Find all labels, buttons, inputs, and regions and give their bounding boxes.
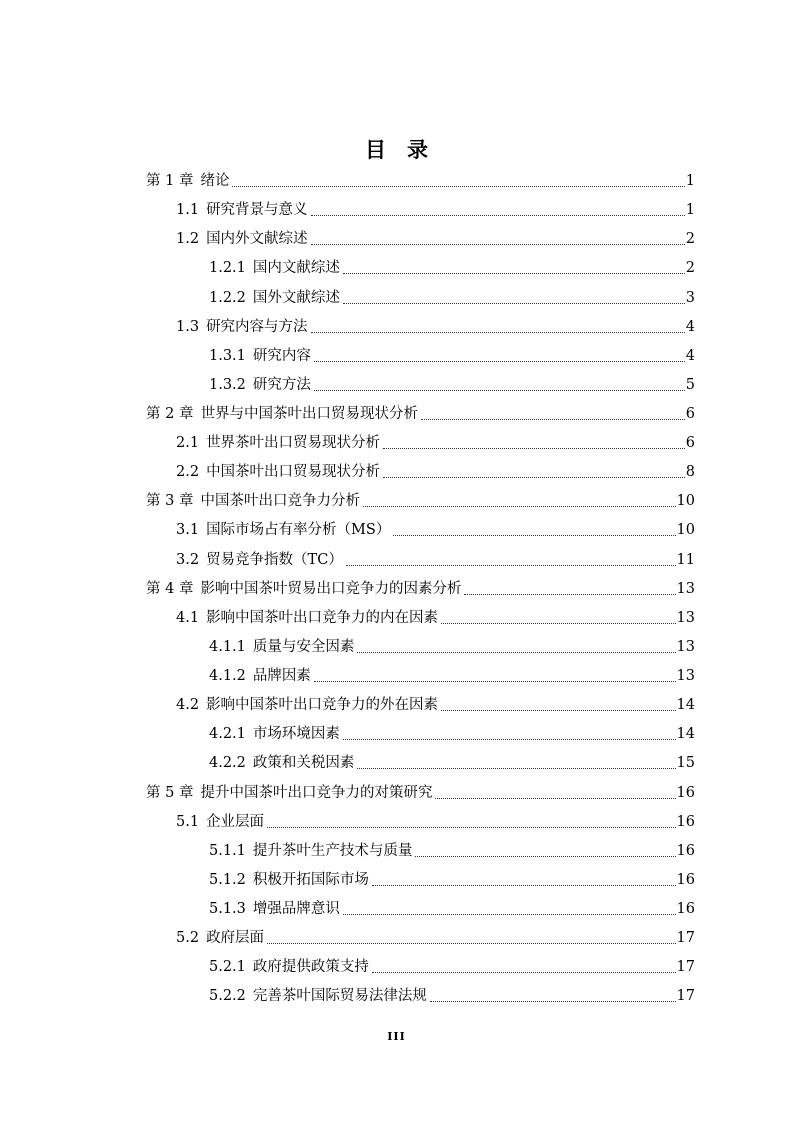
dot-leader (357, 638, 675, 653)
dot-leader (343, 900, 676, 915)
toc-entry-page: 8 (685, 464, 695, 481)
dot-leader (430, 987, 676, 1002)
toc-entry[interactable] (209, 985, 695, 1007)
toc-entry-label: 完善茶叶国际贸易法律法规 (252, 988, 427, 1005)
toc-entry-label: 研究方法 (252, 376, 311, 393)
toc-entry[interactable] (209, 287, 695, 309)
page-number: III (387, 1030, 406, 1043)
dot-leader (372, 871, 676, 886)
toc-entry-number: 第 3 章 (146, 493, 194, 510)
toc-entry[interactable] (176, 927, 695, 949)
toc-entry-label: 世界与中国茶叶出口贸易现状分析 (200, 406, 418, 422)
toc-entry-page: 14 (676, 697, 695, 714)
toc-entry-label: 影响中国茶叶出口竞争力的外在因素 (206, 697, 439, 714)
toc-entry[interactable] (146, 403, 695, 425)
toc-entry-number: 第 4 章 (146, 580, 194, 597)
toc-entry-number: 1.2.1 (209, 260, 246, 277)
dot-leader (464, 580, 675, 595)
dot-leader (314, 347, 685, 362)
toc-entry-label: 研究内容与方法 (206, 318, 308, 335)
toc-entry-label: 提升茶叶生产技术与质量 (252, 842, 413, 859)
toc-entry-page: 17 (676, 988, 695, 1005)
toc-entry-page: 1 (685, 173, 695, 189)
dot-leader (363, 492, 676, 507)
dot-leader (357, 754, 675, 769)
toc-entry-label: 国外文献综述 (252, 289, 340, 306)
dot-leader (311, 201, 685, 216)
toc-entry[interactable] (209, 636, 695, 658)
dot-leader (383, 463, 685, 478)
toc-entry-page: 5 (685, 376, 695, 393)
toc-entry-page: 15 (676, 755, 695, 772)
toc-entry-number: 4.2.1 (209, 726, 246, 743)
toc-entry-label: 世界茶叶出口贸易现状分析 (206, 435, 381, 452)
toc-entry-page: 16 (676, 813, 695, 830)
toc-entry-page: 16 (676, 842, 695, 859)
toc-entry-label: 企业层面 (206, 813, 265, 830)
toc-entry-page: 16 (676, 871, 695, 888)
toc-entry-page: 6 (685, 406, 695, 422)
dot-leader (343, 289, 685, 304)
toc-entry[interactable] (209, 869, 695, 891)
toc-entry-page: 10 (676, 493, 695, 510)
toc-entry[interactable] (176, 316, 695, 338)
toc-entry[interactable] (209, 898, 695, 920)
toc-entry-label: 国内外文献综述 (206, 231, 308, 248)
toc-entry-number: 1.3.1 (209, 347, 246, 364)
toc-entry-label: 积极开拓国际市场 (252, 871, 369, 888)
dot-leader (441, 609, 675, 624)
toc-entry-number: 4.2.2 (209, 755, 246, 772)
toc-entry[interactable] (176, 549, 695, 571)
toc-entry-number: 5.2.2 (209, 988, 246, 1005)
dot-leader (232, 172, 684, 187)
toc-entry-page: 13 (676, 668, 695, 684)
toc-entry[interactable] (209, 257, 695, 279)
toc-entry[interactable] (209, 665, 695, 687)
toc-entry-number: 1.1 (176, 202, 200, 219)
dot-leader (267, 813, 675, 828)
toc-entry-label: 中国茶叶出口竞争力分析 (200, 493, 360, 510)
dot-leader (314, 667, 676, 682)
toc-entry[interactable] (176, 461, 695, 483)
toc-entry-number: 5.1 (176, 813, 200, 830)
toc-entry[interactable] (146, 490, 695, 512)
toc-entry-page: 16 (676, 901, 695, 917)
toc-entry-label: 品牌因素 (252, 668, 311, 684)
toc-entry-number: 2.1 (176, 435, 200, 452)
toc-entry-number: 1.2.2 (209, 289, 246, 306)
toc-entry-number: 第 1 章 (146, 173, 194, 189)
toc-entry[interactable] (176, 432, 695, 454)
toc-entry-page: 6 (685, 435, 695, 452)
toc-entry-label: 贸易竞争指数（TC） (206, 551, 343, 568)
toc-entry-page: 4 (685, 347, 695, 364)
toc-entry[interactable] (176, 228, 695, 250)
dot-leader (343, 259, 685, 274)
toc-entry[interactable] (209, 374, 695, 396)
toc-entry-page: 16 (676, 784, 695, 801)
dot-leader (311, 230, 685, 245)
dot-leader (441, 696, 675, 711)
toc-entry[interactable] (176, 694, 695, 716)
toc-entry[interactable] (176, 811, 695, 833)
dot-leader (343, 725, 676, 740)
toc-entry-page: 3 (685, 289, 695, 306)
toc-entry-page: 1 (685, 202, 695, 219)
toc-entry-number: 3.1 (176, 522, 200, 539)
toc-entry-page: 11 (676, 551, 695, 568)
toc-entry-number: 1.3 (176, 318, 200, 335)
toc-entry[interactable] (176, 607, 695, 629)
toc-entry-label: 增强品牌意识 (252, 901, 340, 917)
toc-entry-page: 13 (676, 638, 695, 655)
toc-entry[interactable] (209, 956, 695, 978)
toc-entry[interactable] (209, 723, 695, 745)
toc-entry-number: 1.2 (176, 231, 200, 248)
toc-entry-page: 14 (676, 726, 695, 743)
toc-entry-page: 17 (676, 959, 695, 976)
toc-entry-page: 13 (676, 580, 695, 597)
dot-leader (383, 434, 685, 449)
toc-entry-number: 5.1.3 (209, 901, 246, 917)
toc-entry-label: 中国茶叶出口贸易现状分析 (206, 464, 381, 481)
toc-entry-label: 国内文献综述 (252, 260, 340, 277)
toc-entry[interactable] (176, 199, 695, 221)
toc-entry-number: 第 5 章 (146, 784, 194, 801)
toc-entry-number: 5.1.2 (209, 871, 246, 888)
toc-entry-number: 3.2 (176, 551, 200, 568)
toc-entry[interactable] (176, 519, 695, 541)
toc-entry-page: 17 (676, 930, 695, 947)
toc-entry-page: 10 (676, 522, 695, 539)
toc-entry-label: 市场环境因素 (252, 726, 340, 743)
toc-entry-label: 影响中国茶叶出口竞争力的内在因素 (206, 609, 439, 626)
toc-entry-number: 1.3.2 (209, 376, 246, 393)
toc-entry[interactable] (146, 578, 695, 600)
dot-leader (393, 521, 675, 536)
dot-leader (415, 842, 675, 857)
toc-entry-label: 政府层面 (206, 930, 265, 947)
toc-entry-label: 绪论 (200, 173, 230, 189)
toc-entry-label: 国际市场占有率分析（MS） (206, 522, 391, 539)
toc-entry[interactable] (209, 752, 695, 774)
toc-entry-label: 政府提供政策支持 (252, 959, 369, 976)
toc-entry-label: 政策和关税因素 (252, 755, 355, 772)
toc-entry-number: 4.1.1 (209, 638, 246, 655)
toc-entry[interactable] (209, 345, 695, 367)
page-title: 目 录 (365, 137, 428, 162)
toc-entry-label: 提升中国茶叶出口竞争力的对策研究 (200, 784, 433, 801)
toc-entry-page: 4 (685, 318, 695, 335)
toc-entry-number: 5.1.1 (209, 842, 246, 859)
toc-entry-number: 2.2 (176, 464, 200, 481)
dot-leader (372, 958, 676, 973)
toc-entry-number: 5.2.1 (209, 959, 246, 976)
toc-entry-label: 影响中国茶叶贸易出口竞争力的因素分析 (200, 580, 462, 597)
toc-entry-page: 13 (676, 609, 695, 626)
toc-entry-label: 研究内容 (252, 347, 311, 364)
toc-entry-page: 2 (685, 231, 695, 248)
toc-entry[interactable] (146, 170, 695, 192)
toc-entry-label: 研究背景与意义 (206, 202, 308, 219)
toc-entry-label: 质量与安全因素 (252, 638, 355, 655)
toc-entry[interactable] (209, 840, 695, 862)
toc-entry-number: 4.1 (176, 609, 200, 626)
dot-leader (421, 405, 685, 420)
toc-entry-number: 第 2 章 (146, 406, 194, 422)
dot-leader (267, 929, 675, 944)
dot-leader (435, 784, 675, 799)
toc-entry-page: 2 (685, 260, 695, 277)
dot-leader (346, 551, 676, 566)
toc-entry[interactable] (146, 782, 695, 804)
toc-entry-number: 4.1.2 (209, 668, 246, 684)
toc-entry-number: 4.2 (176, 697, 200, 714)
dot-leader (311, 318, 685, 333)
toc-entry-number: 5.2 (176, 930, 200, 947)
dot-leader (314, 376, 685, 391)
